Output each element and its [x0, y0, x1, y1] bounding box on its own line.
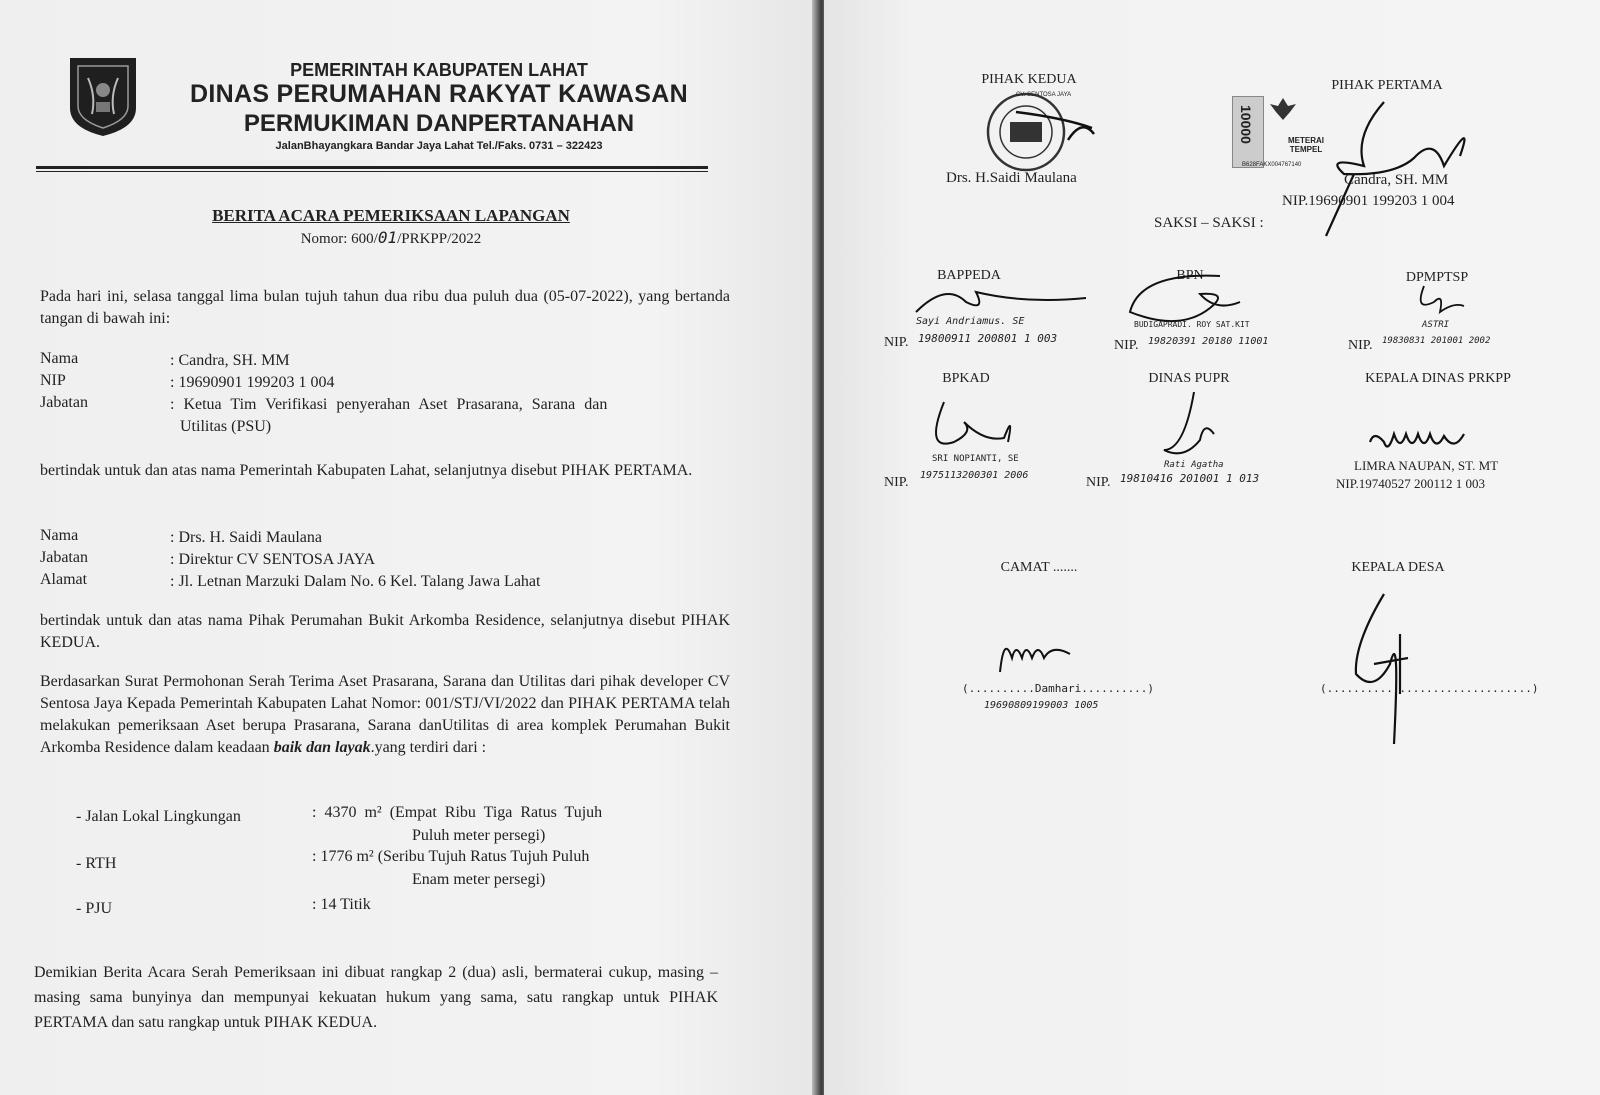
- garuda-emblem-icon: [1268, 96, 1298, 122]
- meterai-value: 10000: [1238, 105, 1254, 144]
- document-number-suffix: /PRKPP/2022: [397, 231, 482, 247]
- witness-kadis-signature-icon: [1364, 424, 1484, 460]
- item-rth-value: : 1776 m² (Seribu Tujuh Ratus Tujuh Puluh: [312, 848, 590, 865]
- witness-bpkad-signature-icon: [924, 392, 1034, 456]
- camat-nip: 19690809199003 1005: [984, 700, 1099, 711]
- party1-name: : Candra, SH. MM: [170, 352, 290, 369]
- letterhead-rule-thin: [36, 171, 708, 172]
- document-page-right: [824, 0, 1600, 1095]
- company-stamp-text: CV. SENTOSA JAYA: [1016, 92, 1072, 98]
- witness-dpmptsp-name: ASTRI: [1422, 320, 1450, 330]
- party1-position-cont: Utilitas (PSU): [180, 418, 272, 435]
- witness-bpkad-nip-label: NIP.: [884, 475, 909, 490]
- item-road-value-cont: Puluh meter persegi): [412, 827, 546, 844]
- pihak-pertama-nip: NIP.19690901 199203 1 004: [1282, 193, 1455, 209]
- witness-bpn-nip-label: NIP.: [1114, 338, 1139, 353]
- intro-paragraph: Pada hari ini, selasa tanggal lima bulan tujuh tahun dua ribu dua puluh dua (05-07-2022), yang bertanda tangan di bawah ini:: [40, 288, 730, 327]
- party1-position: : Ketua Tim Verifikasi penyerahan Aset Prasarana, Sarana dan: [170, 396, 608, 413]
- witness-dpmptsp-nip-label: NIP.: [1348, 338, 1373, 353]
- kepala-desa-name: (...............................): [1320, 682, 1539, 695]
- party1-role: bertindak untuk dan atas nama Pemerintah Kabupaten Lahat, selanjutnya disebut PIHAK PERTAMA.: [40, 462, 693, 479]
- witness-bappeda-name: Sayi Andriamus. SE: [916, 316, 1025, 327]
- witness-kadis-nip: NIP.19740527 200112 1 003: [1336, 476, 1486, 491]
- basis-text-end: .yang terdiri dari :: [370, 739, 487, 756]
- witness-dpmptsp-signature-icon: [1404, 282, 1474, 322]
- letterhead-agency-line2: PERMUKIMAN DANPERTANAHAN: [243, 110, 635, 137]
- document-number-prefix: Nomor: 600/: [300, 231, 378, 247]
- witness-pupr-nip: 19810416 201001 1 013: [1120, 472, 1260, 485]
- camat-heading: CAMAT .......: [1000, 560, 1078, 575]
- witness-kadis-name: LIMRA NAUPAN, ST. MT: [1354, 458, 1499, 473]
- party2-position: : Direktur CV SENTOSA JAYA: [170, 551, 376, 568]
- witness-bpkad-nip: 1975113200301 2006: [920, 470, 1029, 481]
- party2-address: : Jl. Letnan Marzuki Dalam No. 6 Kel. Talang Jawa Lahat: [170, 573, 541, 590]
- party1-nip: : 19690901 199203 1 004: [170, 374, 335, 391]
- meterai-stamp: [1232, 96, 1264, 168]
- witness-bpn-name: BUDIGAPRADI. ROY SAT.KIT: [1134, 320, 1250, 329]
- party1-name-label: Nama: [40, 350, 79, 367]
- letterhead-agency-line1: DINAS PERUMAHAN RAKYAT KAWASAN: [190, 80, 688, 108]
- item-pju-label: - PJU: [76, 900, 113, 917]
- pihak-pertama-signature-icon: [1284, 96, 1494, 246]
- witness-pupr-nip-label: NIP.: [1086, 475, 1111, 490]
- item-rth-value-cont: Enam meter persegi): [412, 871, 546, 888]
- party2-position-label: Jabatan: [40, 549, 88, 566]
- party2-name-label: Nama: [40, 527, 79, 544]
- document-title: BERITA ACARA PEMERIKSAAN LAPANGAN: [212, 206, 570, 225]
- party2-address-label: Alamat: [40, 571, 88, 588]
- party1-position-label: Jabatan: [40, 394, 88, 411]
- witness-bpn-heading: BPN: [1176, 268, 1204, 283]
- witness-dpmptsp-heading: DPMPTSP: [1405, 270, 1469, 285]
- witness-dpmptsp-nip: 19830831 201001 2002: [1382, 336, 1491, 346]
- kepala-desa-signature-icon: [1344, 584, 1434, 754]
- camat-name: (..........Damhari..........): [962, 682, 1155, 695]
- witness-pupr-heading: DINAS PUPR: [1148, 371, 1230, 386]
- company-stamp-icon: [964, 88, 1104, 178]
- witness-bappeda-nip-label: NIP.: [884, 335, 909, 350]
- witness-bpkad-heading: BPKAD: [942, 371, 990, 386]
- pihak-kedua-heading: PIHAK KEDUA: [981, 72, 1077, 87]
- meterai-serial: B628FAKX004767140: [1242, 162, 1302, 168]
- item-pju-value: : 14 Titik: [312, 896, 371, 913]
- meterai-label: METERAI TEMPEL: [1288, 136, 1324, 154]
- item-road-label: - Jalan Lokal Lingkungan: [76, 808, 241, 825]
- witnesses-heading: SAKSI – SAKSI :: [1154, 215, 1264, 231]
- basis-text: Berdasarkan Surat Permohonan Serah Terima Aset Prasarana, Sarana dan Utilitas dari pihak developer CV Sentosa Jaya Kepada Pemerintah Kabupaten Lahat Nomor: 001/STJ/VI/2022 dan PIHAK PERTAMA telah melakukan pemeriksaan Aset berupa Prasarana, Sarana danUtilitas di area komplek Perumahan Bukit Arkomba Residence dalam keadaan: [40, 673, 730, 756]
- party1-nip-label: NIP: [40, 372, 66, 389]
- letterhead-rule: [36, 166, 708, 169]
- document-number-handwritten: 01: [377, 228, 398, 247]
- witness-bpkad-name: SRI NOPIANTI, SE: [932, 454, 1019, 464]
- witness-bappeda-heading: BAPPEDA: [937, 268, 1001, 283]
- witness-pupr-signature-icon: [1154, 390, 1234, 470]
- item-rth-label: - RTH: [76, 855, 117, 872]
- pihak-pertama-heading: PIHAK PERTAMA: [1331, 78, 1443, 93]
- letterhead-address: JalanBhayangkara Bandar Jaya Lahat Tel./Faks. 0731 – 322423: [275, 140, 603, 152]
- basis-emphasis: baik dan layak: [273, 739, 371, 756]
- document-number: [0, 228, 782, 248]
- item-road-value: : 4370 m² (Empat Ribu Tiga Ratus Tujuh: [312, 804, 603, 821]
- kepala-desa-heading: KEPALA DESA: [1351, 560, 1445, 575]
- pihak-kedua-name: Drs. H.Saidi Maulana: [946, 170, 1077, 186]
- basis-paragraph: [40, 671, 730, 759]
- witness-bpn-nip: 19820391 20180 11001: [1148, 336, 1269, 347]
- party2-name: : Drs. H. Saidi Maulana: [170, 529, 322, 546]
- letterhead-government: PEMERINTAH KABUPATEN LAHAT: [290, 60, 588, 80]
- witness-kadis-heading: KEPALA DINAS PRKPP: [1365, 371, 1511, 386]
- party2-role: bertindak untuk dan atas nama Pihak Perumahan Bukit Arkomba Residence, selanjutnya disebut PIHAK KEDUA.: [40, 612, 730, 651]
- witness-bappeda-nip: 19800911 200801 1 003: [918, 332, 1058, 345]
- camat-signature-icon: [990, 632, 1080, 678]
- witness-pupr-name: Rati Agatha: [1164, 460, 1224, 470]
- closing-paragraph: Demikian Berita Acara Serah Pemeriksaan ini dibuat rangkap 2 (dua) asli, bermaterai cukup, masing – masing sama bunyinya dan mempunyai kekuatan hukum yang sama, satu rangkap untuk PIHAK PERTAMA dan satu rangkap untuk PIHAK KEDUA.: [34, 964, 718, 1031]
- pihak-pertama-name: Candra, SH. MM: [1344, 172, 1449, 188]
